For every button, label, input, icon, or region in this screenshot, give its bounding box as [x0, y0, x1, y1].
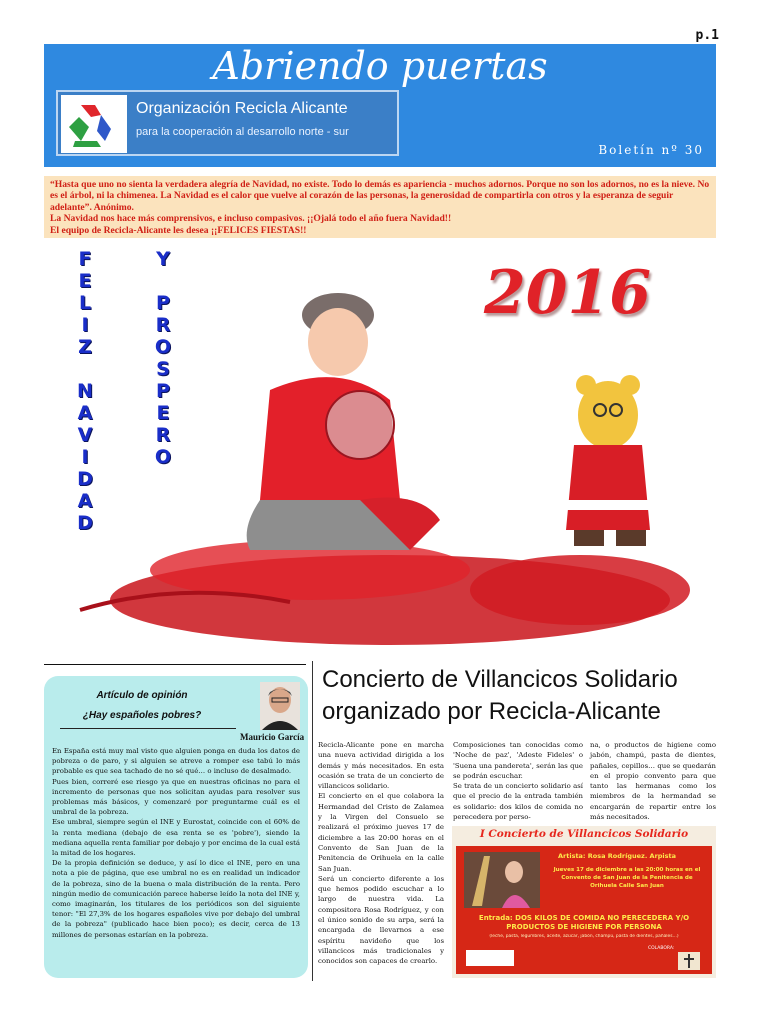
- feliz-letter: F: [78, 248, 92, 270]
- paragraph: Composiciones tan conocidas como 'Noche de paz', 'Adeste Fideles' o 'Suena una pandereta', serán las que se podrán escuchar.: [453, 741, 583, 780]
- concert-column-3: [590, 740, 716, 822]
- prospero-letter: R: [155, 424, 171, 446]
- year-2016: 2016: [484, 258, 651, 328]
- navidad-letter: D: [77, 512, 93, 534]
- opinion-article-title: ¿Hay españoles pobres?: [82, 710, 202, 721]
- christmas-quote-box: [44, 176, 716, 238]
- prospero-letter: R: [155, 314, 171, 336]
- poster-collaborator-label: COLABORA:: [648, 946, 675, 951]
- paragraph: na, o productos de higiene como jabón, champú, pasta de dientes, pañales, cepillos… que se quedarán en el propio convento para que tanto las hermanas como los miembros de la hermandad se encargarán de repartir entre los más necesitados.: [590, 741, 716, 822]
- concert-headline: [322, 664, 722, 728]
- feliz-letter: L: [78, 292, 92, 314]
- feliz-letter: I: [81, 314, 89, 336]
- feliz-navidad-vertical: [72, 248, 98, 534]
- y-prospero-vertical: [150, 248, 176, 468]
- harpist-photo: [464, 852, 540, 908]
- concert-headline-line1: Concierto de Villancicos Solidario: [322, 666, 678, 693]
- prospero-letter: P: [156, 292, 170, 314]
- recycle-logo-icon: [61, 95, 127, 153]
- poster-donation-items: (leche, pasta, legumbres, aceite, azúcar, jabón, champú, pasta de dientes, pañales…): [489, 934, 679, 939]
- opinion-section-label: Artículo de opinión: [96, 690, 188, 701]
- prospero-letter: Y: [156, 248, 170, 270]
- concert-column-1: [318, 740, 444, 967]
- poster-artist: Artista: Rosa Rodríguez. Arpista: [558, 852, 677, 860]
- author-portrait: [260, 682, 300, 730]
- concert-poster: [452, 826, 716, 978]
- newsletter-title: Abriendo puertas: [212, 44, 548, 88]
- prospero-letter: P: [156, 380, 170, 402]
- christmas-wish: La Navidad nos hace más comprensivos, e incluso compasivos. ¡¡Ojalá todo el año fuera Navidad!!: [50, 213, 452, 225]
- concert-column-2: [453, 740, 583, 822]
- paragraph: Ese umbral, siempre según el INE y Eurostat, coincide con el 60% de la renta mediana (debajo de esa renta se es 'pobre'), siendo la mediana aquella renta familiar por debajo y por encima de la cual está la mitad de los hogares.: [52, 818, 300, 858]
- poster-entry-price: Entrada: DOS KILOS DE COMIDA NO PERECEDERA Y/O PRODUCTOS DE HIGIENE POR PERSONA: [478, 914, 690, 931]
- brotherhood-cross-icon: [678, 952, 700, 970]
- organization-subtitle: para la cooperación al desarrollo norte - sur: [136, 126, 349, 138]
- prospero-letter: S: [156, 358, 170, 380]
- paragraph: Recicla-Alicante pone en marcha una nueva actividad dirigida a los demás y más necesitados. En esta ocasión se trata de un concierto de villancicos solidario.: [318, 741, 444, 791]
- organization-name: Organización Recicla Alicante: [136, 100, 348, 117]
- organization-banner: [56, 90, 399, 156]
- column-divider: [312, 661, 313, 981]
- concert-headline-line2: organizado por Recicla-Alicante: [322, 698, 661, 725]
- feliz-letter: E: [78, 270, 92, 292]
- paragraph: De la propia definición se deduce, y así lo dice el INE, pero en una nota a pie de página, que ese umbral no es en realidad un indicador de la pobreza, sino de la buena o mala distribución de la renta. Pero ningún medio de comunicación parece haberse leído la nota del INE y, como imaginarán, los titulares de los periódicos son del siguiente tenor: "El 27,3% de los hogares españoles vive por debajo del umbral de la pobreza" (publicado hace bien poco); es decir, cerca de 13 millones de personas estarían en la pobreza.: [52, 859, 300, 939]
- navidad-letter: V: [77, 424, 93, 446]
- poster-date-venue: Jueves 17 de diciembre a las 20:00 horas en el Convento de San Juan de la Penitencia de Orihuela Calle San Juan: [553, 867, 701, 889]
- prospero-letter: O: [154, 336, 172, 358]
- poster-body: [456, 846, 712, 974]
- paragraph: En España está muy mal visto que alguien ponga en duda los datos de pobreza o de paro, y si alguien se atreve a romper ese tabú lo más probable es que sea tachado de no sé qué… o incluso de desalmado.: [52, 747, 300, 776]
- christmas-quote: “Hasta que uno no sienta la verdadera alegría de Navidad, no existe. Todo lo demás es apariencia - muchos adornos. Porque no son los adornos, no es la nieve. No es el árbol, ni la chimenea. La Navidad es el calor que vuelve al corazón de las personas, la generosidad de compartirla con otros y la esperanza de seguir adelante”. Anónimo.: [50, 179, 710, 213]
- letter-gap: [72, 358, 98, 380]
- paragraph: Será un concierto diferente a los que hemos podido escuchar a lo largo de nuestra vida. La compositora Rosa Rodríguez, y con el único sonido de su arpa, será la encargada de llevarnos a ese espíritu navideño que los villancicos más tradicionales y conocidos son capaces de crearlo.: [318, 874, 444, 966]
- poster-title: I Concierto de Villancicos Solidario: [479, 828, 689, 840]
- opinion-body: [52, 746, 300, 940]
- holiday-greeting: El equipo de Recicla-Alicante les desea ¡¡FELICES FIESTAS!!: [50, 224, 307, 236]
- navidad-letter: I: [81, 446, 89, 468]
- paragraph: Se trata de un concierto solidario así que el precio de la entrada también es solidario: dos kilos de comida no perecedera por perso-: [453, 782, 583, 822]
- navidad-letter: A: [77, 490, 93, 512]
- poster-organization-logo: [466, 950, 514, 966]
- navidad-letter: N: [77, 380, 93, 402]
- bulletin-number: Boletín nº 30: [598, 143, 704, 157]
- page-number: p.1: [695, 28, 719, 43]
- masthead: [44, 44, 716, 167]
- prospero-letter: E: [156, 402, 170, 424]
- feliz-letter: Z: [78, 336, 92, 358]
- letter-gap: [150, 270, 176, 292]
- paragraph: Pues bien, correré ese riesgo ya que en nuestras oficinas no para el incremento de personas que nos solicitan ayudas para resolver sus problemas más básicos, y comenzaré por preguntarme cuál es el umbral de la pobreza.: [52, 777, 300, 817]
- navidad-letter: A: [77, 402, 93, 424]
- navidad-letter: D: [77, 468, 93, 490]
- opinion-article-box: [44, 676, 308, 978]
- section-divider: [44, 664, 306, 665]
- prospero-letter: O: [154, 446, 172, 468]
- author-name: Mauricio García: [240, 732, 305, 742]
- opinion-title-rule: [60, 728, 236, 729]
- paragraph: El concierto en el que colabora la Hermandad del Cristo de Zalamea y la Virgen del Consuelo se realizará el próximo jueves 17 de diciembre a las 20:00 horas en el Convento de San Juan de la Penitencia de Orihuela en la calle San Juan.: [318, 792, 444, 873]
